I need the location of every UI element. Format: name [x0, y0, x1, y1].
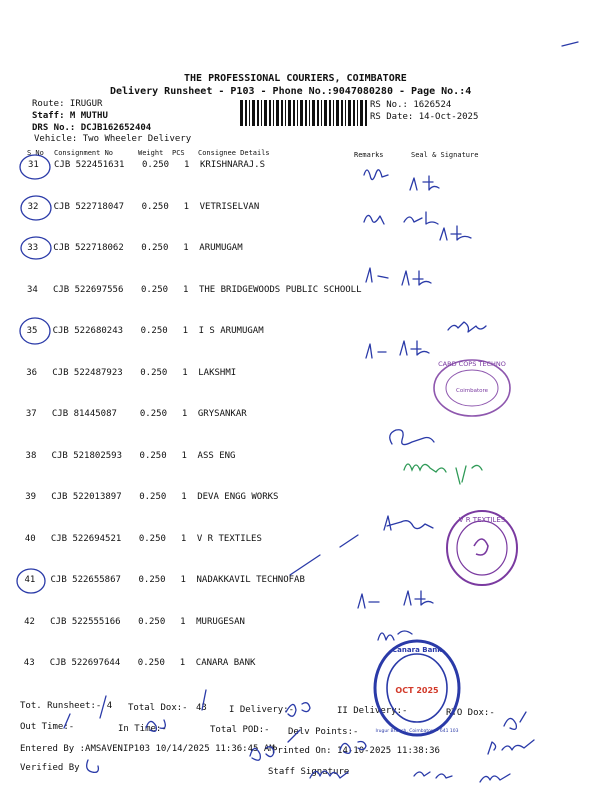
- barcode-bar: [261, 100, 262, 126]
- row-consignment-no: CJB 522718062: [53, 243, 124, 253]
- barcode-bar: [249, 100, 250, 126]
- table-row: [0, 242, 600, 284]
- row-pcs: 1: [182, 367, 188, 378]
- entered-by: Entered By :AMSAVENIP103 10/14/2025 11:36:45 AM: [20, 744, 275, 754]
- barcode-bar: [329, 100, 331, 126]
- row-weight: 0.250: [138, 533, 166, 544]
- corner-pen-mark: [562, 42, 578, 46]
- runsheet-title: Delivery Runsheet - P103 - Phone No.:9047080280 - Page No.:4: [110, 86, 472, 97]
- row-sno: 34: [26, 284, 38, 295]
- delv-points-label: Delv Points:-: [288, 727, 359, 737]
- col-sno: S No: [27, 149, 44, 157]
- barcode-bar: [257, 100, 259, 126]
- row-consignment-no: CJB 522694521: [50, 533, 122, 544]
- row-pcs: 1: [183, 243, 189, 253]
- table-row: [0, 325, 600, 367]
- barcode-bar: [288, 100, 291, 126]
- barcode-bar: [345, 100, 346, 126]
- row-consignee: I S ARUMUGAM: [198, 326, 264, 336]
- total-dox-value: 43: [196, 703, 207, 713]
- barcode-bar: [336, 100, 339, 126]
- barcode-bar: [360, 100, 363, 126]
- row-sno: 41: [24, 575, 36, 585]
- row-pcs: 1: [180, 533, 187, 544]
- barcode-bar: [240, 100, 243, 126]
- in-time-label: In Time:-: [118, 724, 167, 734]
- row-weight: 0.250: [139, 492, 167, 502]
- verified-by-scribble: [87, 760, 99, 772]
- staff-label: Staff: M MUTHU: [32, 111, 108, 121]
- row-pcs: 1: [183, 201, 190, 212]
- barcode-bar: [357, 100, 358, 126]
- row-pcs: 1: [182, 326, 189, 336]
- barcode-bar: [348, 100, 351, 126]
- footer-scribble-right: [480, 774, 510, 782]
- table-row: [0, 657, 600, 699]
- barcode-bar: [276, 100, 279, 126]
- row-weight: 0.250: [138, 616, 166, 627]
- barcode: [240, 100, 368, 126]
- barcode-bar: [300, 100, 303, 126]
- total-pod-label: Total POD:-: [210, 725, 270, 735]
- row-consignee: GRYSANKAR: [197, 409, 247, 419]
- barcode-bar: [365, 100, 367, 126]
- row-weight: 0.250: [141, 243, 169, 253]
- row-consignment-no: CJB 522655867: [50, 575, 121, 585]
- canara-stamp-branch: Irugur Branch, Coimbatore - 641 103: [375, 729, 459, 734]
- row-consignee: ASS ENG: [197, 450, 236, 461]
- table-row: [0, 201, 600, 243]
- rto-dox-label: RTO Dox:-: [446, 708, 495, 718]
- footer-np-signature: [488, 740, 534, 754]
- row-consignee: THE BRIDGEWOODS PUBLIC SCHOOLL: [198, 284, 362, 295]
- ii-delivery-label: II Delivery:-: [337, 706, 408, 716]
- row-pcs: 1: [181, 409, 188, 419]
- table-row: [0, 533, 600, 575]
- footer-ok-mark: [504, 712, 526, 729]
- row-pcs: 1: [182, 284, 189, 295]
- row-consignee: ARUMUGAM: [199, 243, 243, 253]
- barcode-bar: [252, 100, 255, 126]
- row-consignment-no: CJB 81445087: [51, 409, 117, 419]
- route-label: Route: IRUGUR: [32, 99, 103, 109]
- barcode-bar: [309, 100, 310, 126]
- row-consignee: KRISHNARAJ.S: [200, 160, 266, 170]
- row-sno: 39: [25, 492, 37, 502]
- row-consignment-no: CJB 522718047: [53, 201, 125, 212]
- drs-number: DRS No.: DCJB162652404: [32, 123, 152, 133]
- col-remarks: Remarks: [354, 151, 384, 159]
- barcode-bar: [324, 100, 327, 126]
- row-consignment-no: CJB 522451631: [54, 160, 125, 170]
- barcode-bar: [305, 100, 307, 126]
- table-row: [0, 367, 600, 409]
- row-consignment-no: CJB 522680243: [52, 326, 124, 336]
- barcode-bar: [321, 100, 322, 126]
- i-delivery-label: I Delivery:-: [229, 705, 295, 715]
- row-sno: 42: [24, 616, 35, 627]
- canara-stamp-date: OCT 2025: [395, 686, 439, 695]
- row-weight: 0.250: [137, 658, 165, 668]
- row-consignment-no: CJB 522697644: [49, 658, 121, 668]
- row-pcs: 1: [179, 658, 186, 668]
- canara-stamp-name: Canara Bank: [392, 646, 442, 654]
- row-consignee: LAKSHMI: [198, 367, 237, 378]
- barcode-bar: [293, 100, 295, 126]
- row-sno: 36: [26, 367, 38, 378]
- row-sno: 40: [24, 533, 36, 544]
- col-pcs: PCS: [172, 149, 185, 157]
- table-row: [0, 491, 600, 533]
- barcode-bar: [297, 100, 298, 126]
- row-consignment-no: CJB 522555166: [50, 616, 121, 627]
- barcode-bar: [269, 100, 271, 126]
- row-consignee: NADAKKAVIL TECHNOFAB: [196, 575, 305, 585]
- col-consignment: Consignment No: [54, 149, 114, 157]
- barcode-bar: [353, 100, 355, 126]
- row-consignment-no: CJB 521802593: [51, 450, 122, 461]
- rs-date: RS Date: 14-Oct-2025: [370, 112, 479, 122]
- row-weight: 0.250: [140, 284, 169, 295]
- row-consignment-no: CJB 522697556: [52, 284, 124, 295]
- table-row: [0, 408, 600, 450]
- row-consignment-no: CJB 522487923: [52, 367, 123, 378]
- table-row: [0, 574, 600, 616]
- vehicle-label: Vehicle: Two Wheeler Delivery: [34, 134, 192, 144]
- row-sno: 38: [25, 450, 37, 461]
- tot-runsheet: Tot. Runsheet:- 4: [20, 701, 113, 711]
- barcode-bar: [333, 100, 334, 126]
- table-row: [0, 450, 600, 492]
- barcode-bar: [285, 100, 286, 126]
- row-sno: 33: [27, 243, 39, 253]
- barcode-bar: [273, 100, 274, 126]
- row-weight: 0.250: [140, 367, 168, 378]
- printed-on: Printed On: 14-10-2025 11:38:36: [272, 746, 440, 756]
- row-pcs: 1: [180, 575, 186, 585]
- barcode-bar: [312, 100, 315, 126]
- row-consignee: DEVA ENGG WORKS: [197, 492, 279, 502]
- row-consignee: VETRISELVAN: [199, 201, 260, 212]
- table-row: [0, 159, 600, 201]
- barcode-bar: [341, 100, 343, 126]
- row-sno: 32: [27, 201, 39, 212]
- col-weight: Weight: [138, 149, 164, 157]
- col-seal-signature: Seal & Signature: [411, 151, 479, 159]
- company-title: THE PROFESSIONAL COURIERS, COIMBATORE: [184, 73, 407, 84]
- barcode-bar: [281, 100, 283, 126]
- row-pcs: 1: [181, 492, 187, 502]
- technofab-stamp-sub: Coimbatore: [456, 388, 488, 394]
- row-consignee: V R TEXTILES: [196, 533, 262, 544]
- table-row: [0, 284, 600, 326]
- out-time-label: Out Time:-: [20, 722, 75, 732]
- staff-signature-label: Staff Signature: [268, 767, 350, 777]
- row-sno: 43: [23, 658, 35, 668]
- row-sno: 35: [26, 326, 38, 336]
- row-sno: 37: [25, 409, 37, 419]
- row-consignee: MURUGESAN: [196, 616, 245, 627]
- row-pcs: 1: [181, 450, 187, 461]
- verified-by-label: Verified By: [20, 763, 80, 773]
- row-weight: 0.250: [142, 160, 170, 170]
- row-weight: 0.250: [138, 575, 166, 585]
- barcode-bar: [264, 100, 267, 126]
- technofab-stamp-text: CARD COPS TECHNO: [438, 360, 506, 368]
- row-weight: 0.250: [140, 326, 168, 336]
- row-pcs: 1: [184, 160, 190, 170]
- row-weight: 0.250: [139, 450, 167, 461]
- footer-scribble-mid: [414, 772, 452, 778]
- barcode-bar: [245, 100, 247, 126]
- row-consignee: CANARA BANK: [195, 658, 256, 668]
- row-weight: 0.250: [139, 409, 167, 419]
- col-consignee: Consignee Details: [198, 149, 270, 157]
- total-dox-label: Total Dox:-: [128, 703, 188, 713]
- rs-number: RS No.: 1626524: [370, 100, 452, 110]
- row-consignment-no: CJB 522013897: [51, 492, 122, 502]
- row-pcs: 1: [180, 616, 186, 627]
- row-sno: 31: [28, 160, 39, 170]
- table-row: [0, 616, 600, 658]
- barcode-bar: [317, 100, 319, 126]
- row-weight: 0.250: [141, 201, 169, 212]
- vr-textiles-stamp-text: V R TEXTILES: [458, 516, 506, 524]
